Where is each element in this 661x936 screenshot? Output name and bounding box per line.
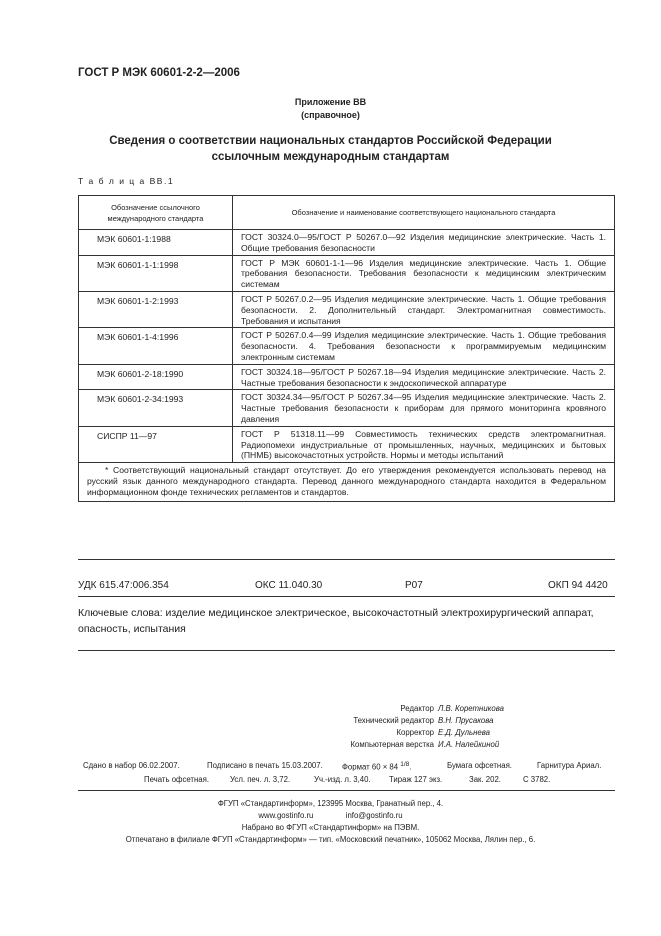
credit-name: В.Н. Прусакова (438, 716, 494, 725)
table-row (79, 390, 615, 426)
credit-tech-editor-name (438, 715, 493, 728)
publisher-email[interactable]: info@gostinfo.ru (345, 811, 403, 820)
table-row (79, 328, 615, 364)
publisher-typeset: Набрано во ФГУП «Стандартинформ» на ПЭВМ. (241, 823, 420, 832)
group-code: Р07 (405, 580, 423, 591)
national-standard: ГОСТ Р 51318.11—99 Совместимость технических средств электромагнитная. Радиопомехи индустриальные от промышленных, научных, медицинских и бытовых (ПНМБ) высокочастотных устройств. Нормы и методы испытаний (233, 426, 615, 462)
print-submitted: Сдано в набор 06.02.2007. (83, 761, 180, 770)
print-order: Зак. 202. (469, 775, 501, 784)
credit-layout (134, 739, 434, 752)
keywords: Ключевые слова: изделие медицинское электрическое, высокочастотный электрохирургический аппарат, опасность, испытания (78, 607, 594, 635)
national-standard: ГОСТ 30324.34—95/ГОСТ Р 50267.34—95 Изделия медицинские электрические. Часть 2. Частные требования безопасности к приборам для прямого мониторинга кровяного давления (233, 390, 615, 426)
ref-standard: МЭК 60601-1-1:1998 (79, 255, 233, 291)
annex-subtitle: (справочное) (301, 110, 360, 120)
credit-proofreader (134, 727, 434, 740)
print-format (342, 761, 411, 772)
table-footnote: * Соответствующий национальный стандарт отсутствует. До его утверждения рекомендуется использовать перевод на русский язык данного международного стандарта. Перевод данного международного стандарта находится в Федеральном информационном фонде технических регламентов и стандартов. (79, 463, 615, 501)
divider (78, 790, 615, 791)
credit-name: И.А. Налейкиной (438, 740, 500, 749)
print-format-dot: . (409, 762, 412, 772)
table-row (79, 230, 615, 256)
credit-role: Редактор (400, 704, 434, 713)
credit-role: Компьютерная верстка (350, 740, 434, 749)
credit-role: Технический редактор (353, 716, 434, 725)
annex-heading (0, 133, 661, 165)
credit-layout-name (438, 739, 499, 752)
credit-role: Корректор (396, 728, 434, 737)
national-standard: ГОСТ Р 50267.0.4—99 Изделия медицинские электрические. Часть 1. Общие требования безопасности. 4. Требования безопасности к программируемым медицинским электронным системам (233, 328, 615, 364)
table-header-row (79, 196, 615, 230)
table-footnote-row (79, 463, 615, 501)
print-typeface: Гарнитура Ариал. (537, 761, 602, 770)
credit-proofreader-name (438, 727, 490, 740)
divider (78, 596, 615, 597)
table-row (79, 291, 615, 327)
national-standard: ГОСТ 30324.18—95/ГОСТ Р 50267.18—94 Изделия медицинские электрические. Часть 2. Частные требования безопасности к эндоскопической аппаратуре (233, 364, 615, 390)
credit-name: Л.В. Коретникова (438, 704, 504, 713)
print-format-fraction: 1/8 (400, 761, 410, 768)
ref-standard: МЭК 60601-2-18:1990 (79, 364, 233, 390)
udk-code: УДК 615.47:006.354 (78, 580, 169, 591)
print-signed: Подписано в печать 15.03.2007. (207, 761, 323, 770)
publisher-contacts (0, 810, 661, 822)
table-caption: Т а б л и ц а ВВ.1 (78, 176, 175, 186)
divider (78, 650, 615, 651)
divider (78, 559, 615, 560)
print-format-label: Формат 60 × 84 (342, 762, 399, 772)
credit-editor-name (438, 703, 504, 716)
national-standard: ГОСТ 30324.0—95/ГОСТ Р 50267.0—92 Изделия медицинские электрические. Часть 1. Общие требования безопасности (233, 230, 615, 256)
publisher-site[interactable]: www.gostinfo.ru (258, 811, 314, 820)
standards-table (78, 195, 615, 502)
ref-standard: МЭК 60601-1-4:1996 (79, 328, 233, 364)
annex-heading-line2: ссылочным международным стандартам (211, 151, 450, 163)
annex-title: Приложение ВВ (294, 97, 367, 107)
print-method: Печать офсетная. (144, 775, 210, 784)
table-row (79, 364, 615, 390)
print-code: С 3782. (523, 775, 551, 784)
print-sheets: Усл. печ. л. 3,72. (230, 775, 291, 784)
col-national-header: Обозначение и наименование соответствующего национального стандарта (233, 196, 615, 230)
credit-editor (134, 703, 434, 716)
document-id: ГОСТ Р МЭК 60601-2-2—2006 (78, 67, 240, 79)
okp-code: ОКП 94 4420 (548, 580, 608, 591)
oks-code: ОКС 11.040.30 (255, 580, 323, 591)
ref-standard: СИСПР 11—97 (79, 426, 233, 462)
credit-tech-editor (134, 715, 434, 728)
annex-heading-line1: Сведения о соответствии национальных стандартов Российской Федерации (109, 135, 552, 147)
print-edition-sheets: Уч.-изд. л. 3,40. (314, 775, 371, 784)
national-standard: ГОСТ Р МЭК 60601-1-1—96 Изделия медицинские электрические. Часть 1. Общие требования безопасности. Требования безопасности к медицинским электрическим системам (233, 255, 615, 291)
table-row (79, 426, 615, 462)
ref-standard: МЭК 60601-2-34:1993 (79, 390, 233, 426)
publisher-address: ФГУП «Стандартинформ», 123995 Москва, Гранатный пер., 4. (217, 799, 444, 808)
ref-standard: МЭК 60601-1:1988 (79, 230, 233, 256)
col-ref-header: Обозначение ссылочного международного стандарта (79, 196, 233, 230)
credit-name: Е.Д. Дульнева (438, 728, 490, 737)
ref-standard: МЭК 60601-1-2:1993 (79, 291, 233, 327)
print-run: Тираж 127 экз. (389, 775, 443, 784)
table-row (79, 255, 615, 291)
print-paper: Бумага офсетная. (447, 761, 512, 770)
national-standard: ГОСТ Р 50267.0.2—95 Изделия медицинские электрические. Часть 1. Общие требования безопасности. 2. Дополнительный стандарт. Электромагнитная совместимость. Требования и испытания (233, 291, 615, 327)
publisher-printed: Отпечатано в филиале ФГУП «Стандартинформ» — тип. «Московский печатник», 105062 Москва, Лялин пер., 6. (125, 835, 536, 844)
